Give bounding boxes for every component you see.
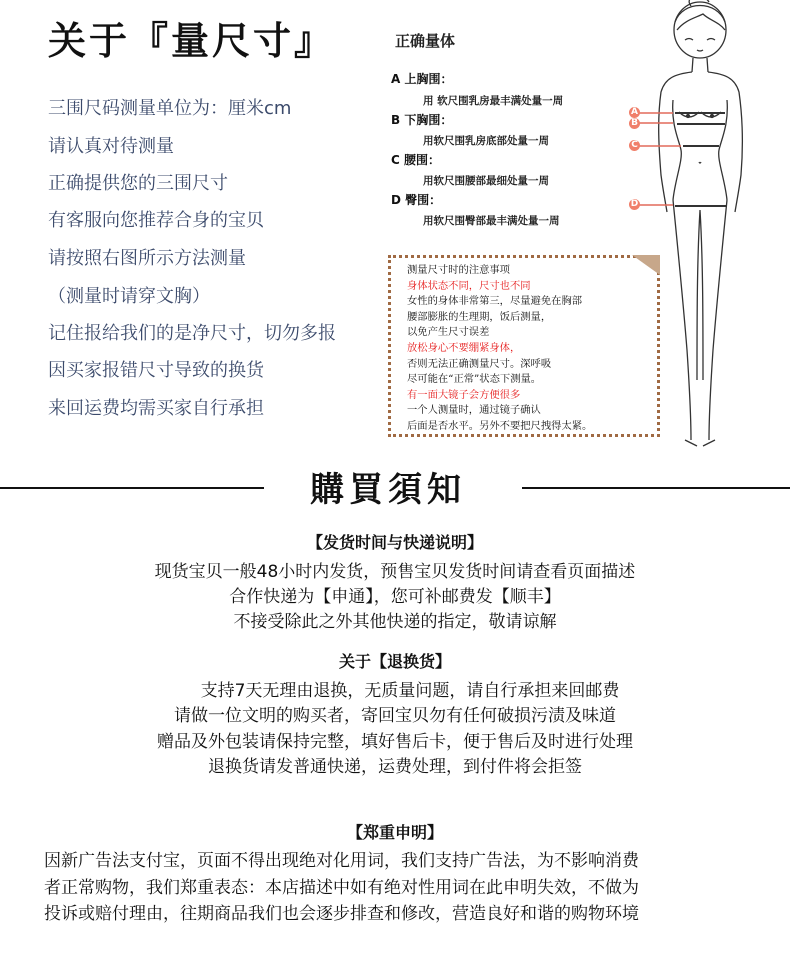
instruction-line: 记住报给我们的是净尺寸，切勿多报 (48, 323, 336, 344)
page-title: 关于『量尺寸』 (48, 18, 336, 63)
measurement-notes-box (388, 255, 660, 437)
returns-line: 赠品及外包装请保持完整，填好售后卡，便于售后及时进行处理 (157, 732, 633, 752)
measure-desc-d: 用软尺围臀部最丰满处量一周 (423, 215, 560, 227)
instruction-line: 因买家报错尺寸导致的换货 (48, 360, 264, 381)
shipping-line: 现货宝贝一般48小时内发货，预售宝贝发货时间请查看页面描述 (154, 562, 636, 582)
measure-desc-b: 用软尺围乳房底部处量一周 (423, 135, 549, 147)
instruction-line: 有客服向您推荐合身的宝贝 (48, 210, 264, 231)
instruction-line: 三围尺码测量单位为：厘米cm (48, 98, 292, 119)
returns-line: 支持7天无理由退换，无质量问题，请自行承担来回邮费 (200, 681, 620, 701)
returns-line: 请做一位文明的购买者，寄回宝贝勿有任何破损污渍及味道 (174, 706, 616, 726)
instruction-line: 正确提供您的三围尺寸 (48, 173, 228, 194)
measure-label-d: D 臀围： (391, 193, 442, 207)
note-line: 以免产生尺寸误差 (407, 326, 490, 339)
note-line: 女性的身体非常第三，尽量避免在胸部 (407, 295, 583, 308)
disclaimer-line: 投诉或赔付理由，往期商品我们也会逐步排查和修改，营造良好和谐的购物环境 (44, 904, 639, 924)
measure-label-a: A 上胸围： (391, 72, 453, 86)
divider-right (522, 487, 790, 489)
shipping-heading: 【发货时间与快递说明】 (306, 533, 483, 552)
marker-a-icon: A (629, 107, 640, 118)
note-line: 否则无法正确测量尺寸。深呼吸 (407, 357, 552, 370)
returns-line: 退换货请发普通快递，运费处理，到付件将会拒签 (208, 757, 582, 777)
marker-c-icon: C (629, 140, 640, 151)
shipping-line: 不接受除此之外其他快递的指定，敬请谅解 (233, 612, 557, 632)
note-line: 身体状态不同，尺寸也不同 (407, 279, 531, 292)
measure-desc-a: 用 软尺围乳房最丰满处量一周 (423, 95, 564, 107)
note-line: 腰部膨胀的生理期，饭后测量， (407, 310, 552, 323)
note-line: 放松身心不要绷紧身体， (407, 341, 521, 354)
measure-subtitle: 正确量体 (395, 32, 456, 50)
note-line: 有一面大镜子会方便很多 (407, 388, 521, 401)
shipping-line: 合作快递为【申通】，您可补邮费发【顺丰】 (229, 587, 561, 607)
body-figure-illustration (625, 0, 790, 460)
measure-label-b: B 下胸围： (391, 113, 453, 127)
instruction-line: 请认真对待测量 (48, 136, 174, 157)
note-line: 后面是否水平。另外不要把尺拽得太紧。 (407, 419, 593, 432)
disclaimer-line: 因新广告法支付宝，页面不得出现绝对化用词，我们支持广告法，为不影响消费 (44, 851, 639, 871)
marker-d-icon: D (630, 199, 639, 209)
measure-label-c: C 腰围： (391, 153, 440, 167)
marker-b-icon: B (629, 118, 640, 129)
measure-desc-c: 用软尺围腰部最细处量一周 (423, 175, 549, 187)
disclaimer-line: 者正常购物，我们郑重表态：本店描述中如有绝对性用词在此申明失效，不做为 (44, 878, 639, 898)
note-line: 尽可能在“正常”状态下测量。 (407, 373, 542, 386)
disclaimer-heading: 【郑重申明】 (346, 823, 443, 842)
returns-heading: 关于【退换货】 (338, 652, 451, 671)
note-line: 一个人测量时，通过镜子确认 (407, 404, 541, 417)
instruction-line: （测量时请穿文胸） (48, 286, 210, 307)
purchase-notice-title: 購買須知 (310, 470, 466, 510)
notes-title: 测量尺寸时的注意事项 (407, 264, 510, 276)
instruction-line: 来回运费均需买家自行承担 (48, 398, 264, 419)
divider-left (0, 487, 264, 489)
instruction-line: 请按照右图所示方法测量 (48, 248, 246, 269)
